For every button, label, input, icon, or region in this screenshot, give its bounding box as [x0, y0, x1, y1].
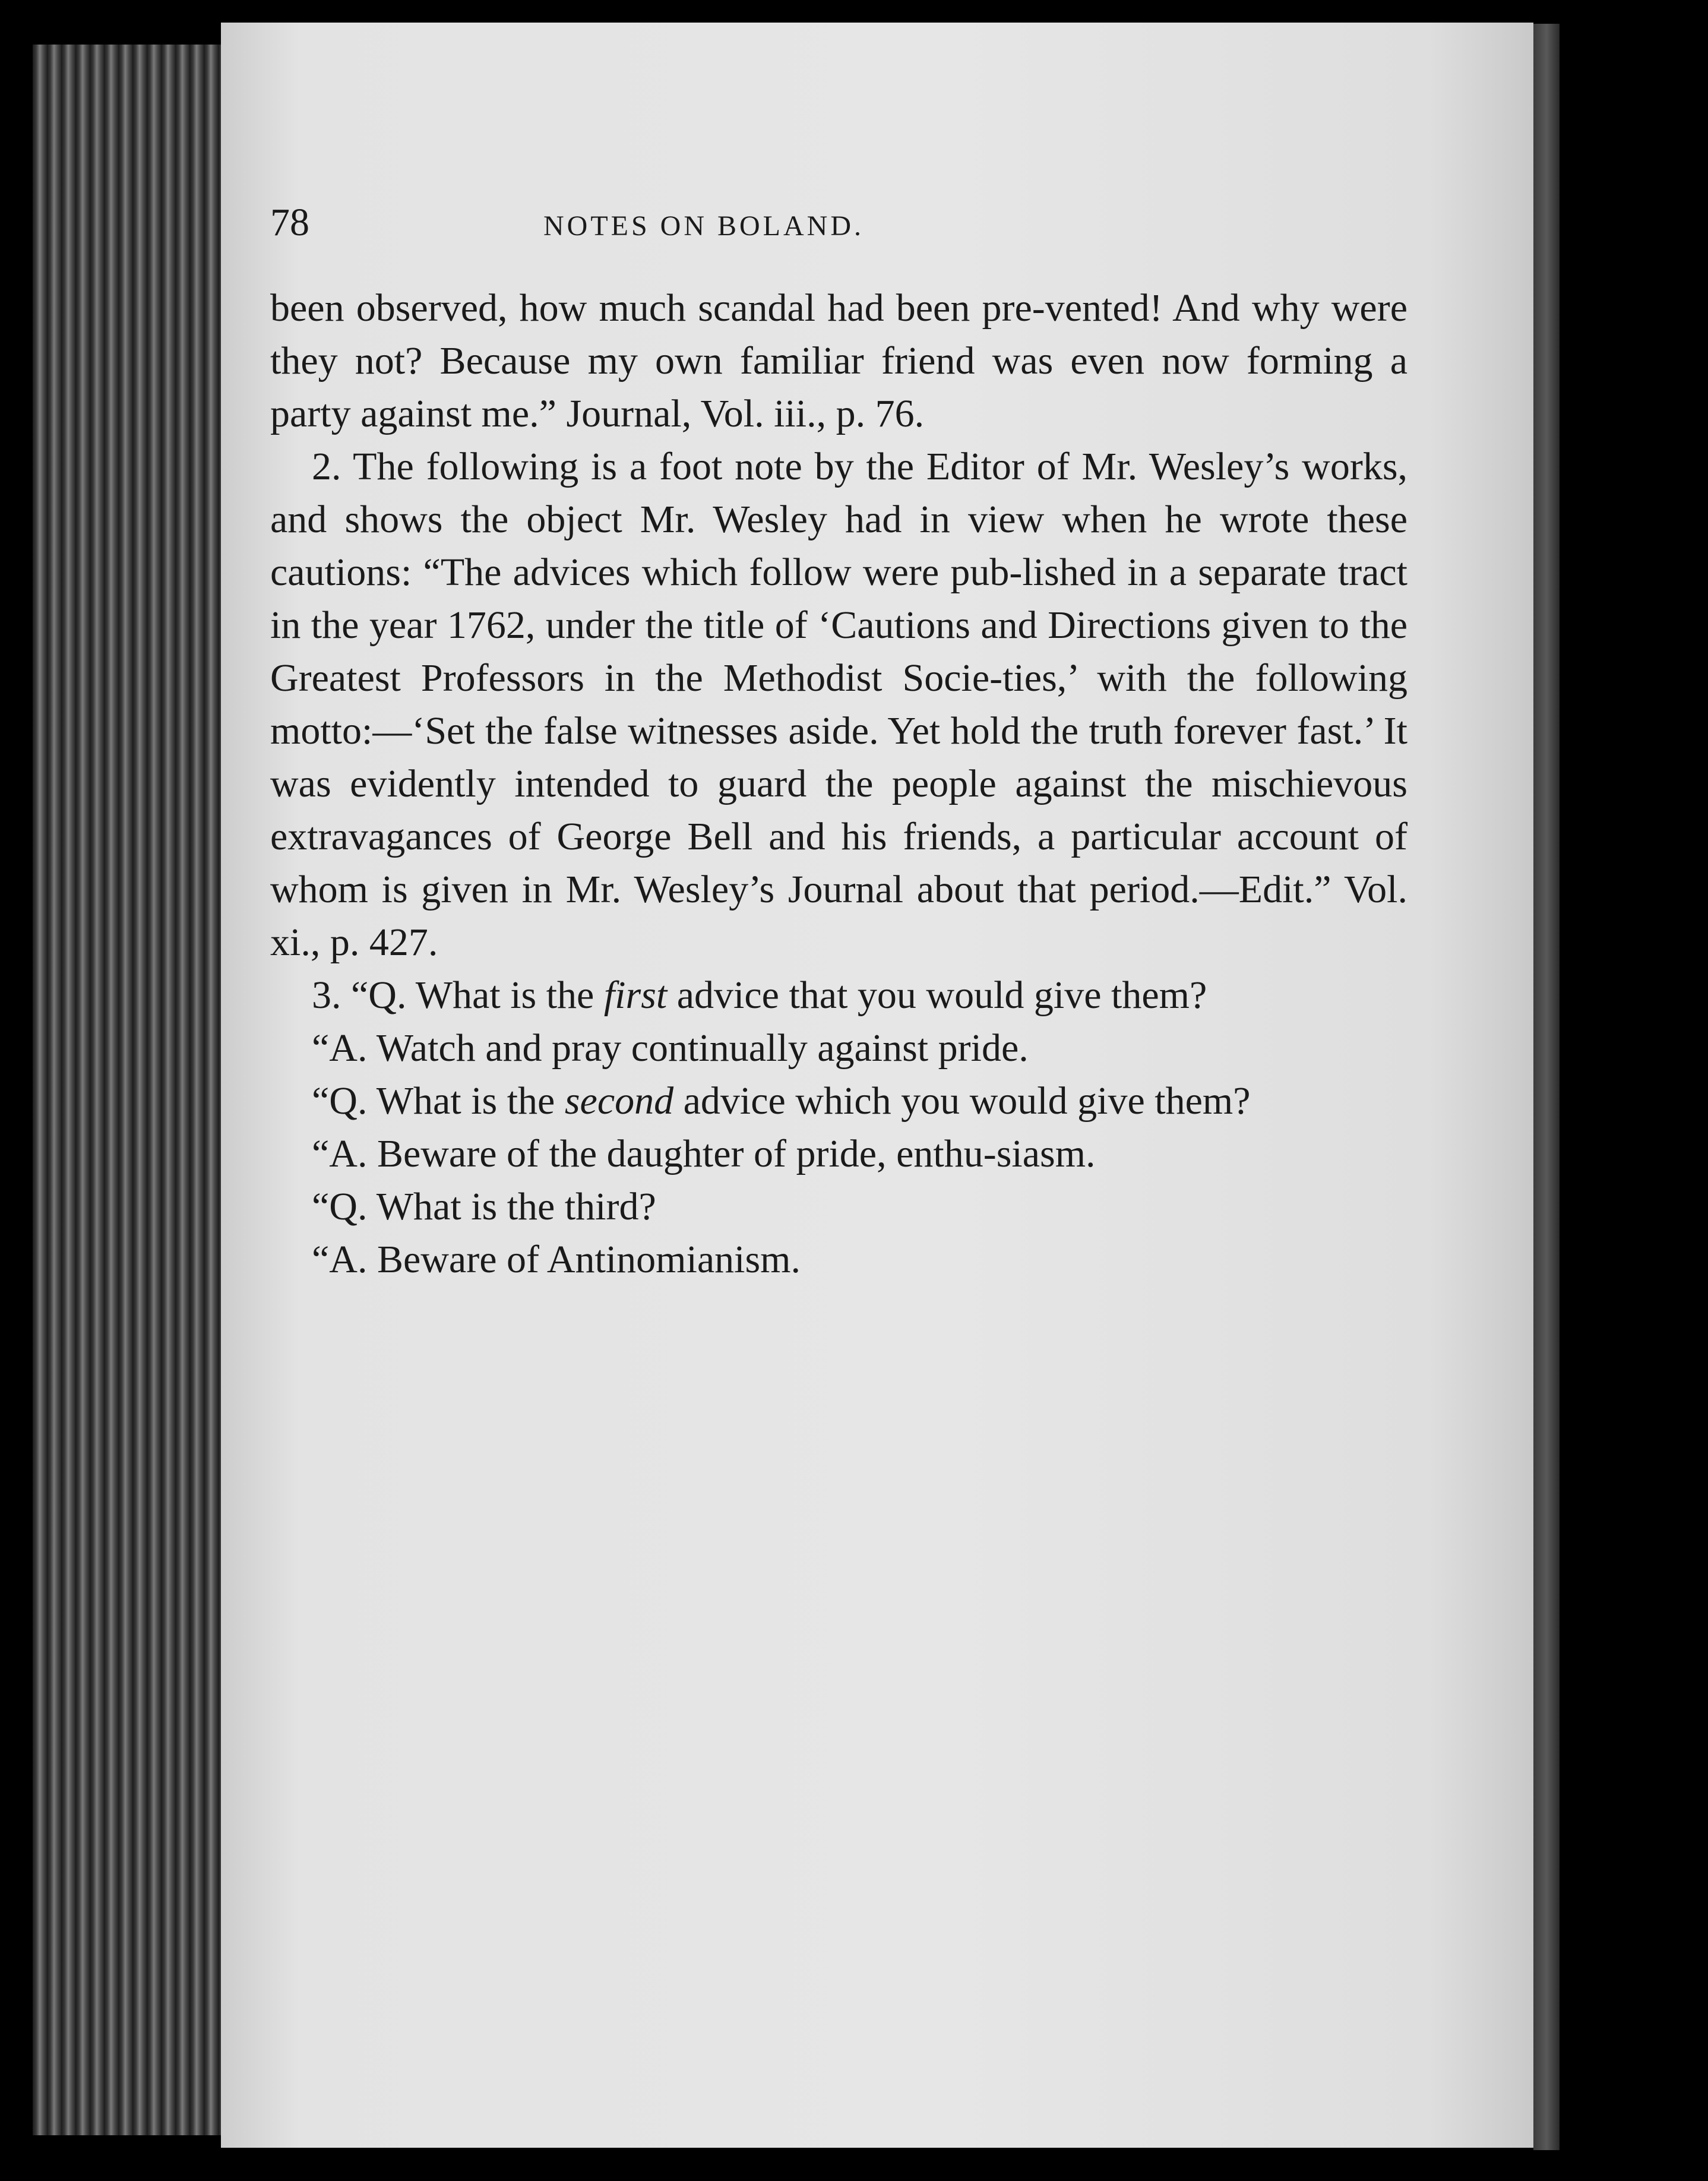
paragraph-8: “A. Beware of Antinomianism. [312, 1238, 801, 1281]
paragraph-5-start: “Q. What is the [312, 1079, 565, 1123]
paragraph-3-end: advice that you would give them? [667, 973, 1207, 1017]
paragraph-5-end: advice which you would give them? [673, 1079, 1251, 1123]
page-header [270, 196, 1407, 261]
paragraph-3-start: 3. “Q. What is the [312, 973, 604, 1017]
paragraph-5 [270, 1074, 1407, 1127]
paragraph-5-emphasis: second [564, 1079, 674, 1123]
paragraph-1: been observed, how much scandal had been pre-vented! And why were they not? Because my own familiar friend was even now forming a party against me.” Journal, Vol. iii., p. 76. [270, 286, 1407, 435]
page-text [270, 196, 1407, 1286]
facing-page-edge [1533, 24, 1560, 2150]
book-page-edges [33, 45, 232, 2135]
paragraph-7: “Q. What is the third? [312, 1185, 656, 1228]
page-number: 78 [270, 201, 309, 244]
paragraph-2: 2. The following is a foot note by the Editor of Mr. Wesley’s works, and shows the object Mr. Wesley had in view when he wrote these cautions: “The advices which follow were pub-lished in a separate tract in the year 1762, under the title of ‘Cautions and Directions given to the Greatest Professors in the Methodist Socie-ties,’ with the following motto:—‘Set the false witnesses aside. Yet hold the truth forever fast.’ It was evidently intended to guard the people against the mischievous extravagances of George Bell and his friends, a particular account of whom is given in Mr. Wesley’s Journal about that period.—Edit.” Vol. xi., p. 427. [270, 445, 1407, 964]
paragraph-3 [270, 969, 1407, 1022]
paragraph-6: “A. Beware of the daughter of pride, enthu-siasm. [312, 1132, 1096, 1175]
paragraph-4: “A. Watch and pray continually against pride. [312, 1026, 1029, 1070]
paragraph-3-emphasis: first [603, 973, 668, 1017]
running-title: NOTES ON BOLAND. [543, 210, 864, 242]
